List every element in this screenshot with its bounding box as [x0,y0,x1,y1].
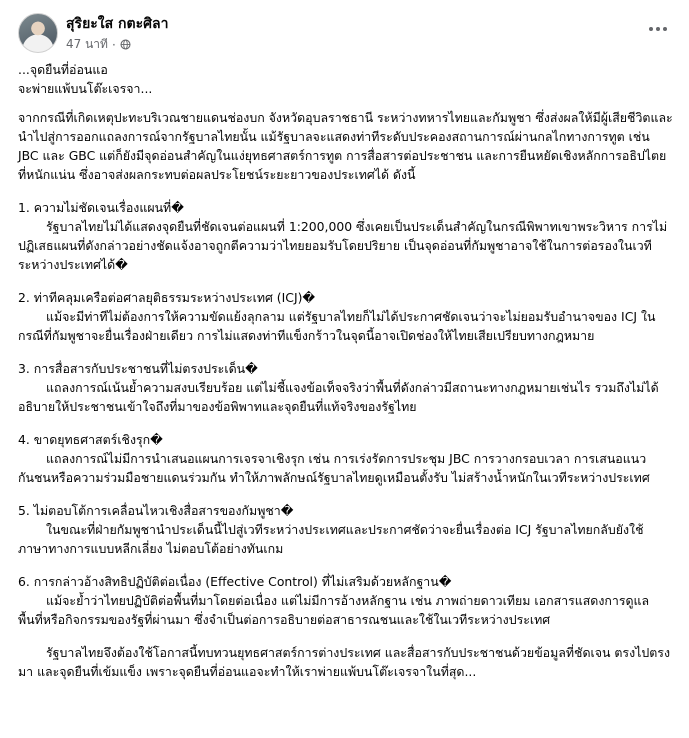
avatar[interactable] [18,13,58,53]
point-1-body: รัฐบาลไทยไม่ได้แสดงจุดยืนที่ชัดเจนต่อแผนที่ 1:200,000 ซึ่งเคยเป็นประเด็นสำคัญในกรณีพิพาทเขาพระวิหาร การไม่ปฏิเสธแผนที่ดังกล่าวอย่างชัดแจ้งอาจถูกตีความว่าไทยยอมรับโดยปริยาย เป็นจุดอ่อนที่กัมพูชาอาจใช้ในการต่อรองในเวทีระหว่างประเทศได้� [18,219,668,272]
post-header [18,13,678,57]
point-2-body: แม้จะมีท่าทีไม่ต้องการให้ความขัดแย้งลุกลาม แต่รัฐบาลไทยก็ไม่ได้ประกาศชัดเจนว่าจะไม่ยอมรับอำนาจของ ICJ ในกรณีที่กัมพูชาจะยื่นเรื่องฝ่ายเดียว การไม่แสดงท่าทีแข็งกร้าวในจุดนี้อาจเปิดช่องให้ไทยเสียเปรียบทางกฎหมาย [18,309,656,343]
paragraph-1: จากกรณีที่เกิดเหตุปะทะบริเวณชายแดนช่องบก จังหวัดอุบลราชธานี ระหว่างทหารไทยและกัมพูชา ซึ่งส่งผลให้มีผู้เสียชีวิตและนำไปสู่การออกแถลงการณ์จากรัฐบาลไทยนั้น แม้รัฐบาลจะแสดงท่าทีระดับประคองสถานการณ์ผ่านกลไกทางการทูต เช่น JBC และ GBC แต่ก็ยังมีจุดอ่อนสำคัญในแง่ยุทธศาสตร์การทูต การสื่อสารต่อประชาชน และการยืนหยัดเชิงหลักการอธิปไตยที่หนักแน่น ซึ่งอาจส่งผลกระทบต่อผลประโยชน์ระยะยาวของประเทศได้ ดังนี้ [18,110,673,182]
intro-line-2: จะพ่ายแพ้บนโต๊ะเจรจา... [18,81,153,96]
point-2-title: 2. ท่าทีคลุมเครือต่อศาลยุติธรรมระหว่างประเทศ (ICJ)� [18,290,316,305]
more-horizontal-icon [649,27,653,31]
post-meta [66,35,131,54]
more-dot [663,27,667,31]
globe-icon[interactable] [120,39,131,50]
point-3-title: 3. การสื่อสารกับประชาชนที่ไม่ตรงประเด็น� [18,361,258,376]
point-6-body: แม้จะย้ำว่าไทยปฏิบัติต่อพื้นที่มาโดยต่อเนื่อง แต่ไม่มีการอ้างหลักฐาน เช่น ภาพถ่ายดาวเทียม เอกสารแสดงการดูแลพื้นที่หรือกิจกรรมของรัฐที่ผ่านมา ซึ่งจำเป็นต่อการอธิบายต่อสาธารณชนและใช้ในเวทีระหว่างประเทศ [18,593,650,627]
more-options-button[interactable] [644,19,672,39]
point-3-body: แถลงการณ์เน้นย้ำความสงบเรียบร้อย แต่ไม่ชี้แจงข้อเท็จจริงว่าพื้นที่ดังกล่าวมีสถานะทางกฎหมายเช่นไร รวมถึงไม่ได้อธิบายให้ประชาชนเข้าใจถึงที่มาของข้อพิพาทและจุดยืนที่แท้จริงของรัฐไทย [18,380,659,414]
point-1-title: 1. ความไม่ชัดเจนเรื่องแผนที่� [18,200,184,215]
post-time[interactable]: 47 นาที [66,37,108,51]
point-5-title: 5. ไม่ตอบโต้การเคลื่อนไหวเชิงสื่อสารของกัมพูชา� [18,503,294,518]
post-content [18,60,673,681]
point-4-body: แถลงการณ์ไม่มีการนำเสนอแผนการเจรจาเชิงรุก เช่น การเร่งรัดการประชุม JBC การวางกรอบเวลา การเสนอแนวกันชนหรือความร่วมมือชายแดนร่วมกัน ทำให้ภาพลักษณ์รัฐบาลไทยดูเหมือนตั้งรับ ไม่สร้างน้ำหนักในเวทีระหว่างประเทศ [18,451,650,485]
more-dot [656,27,660,31]
point-6-title: 6. การกล่าวอ้างสิทธิปฏิบัติต่อเนื่อง (Effective Control) ที่ไม่เสริมด้วยหลักฐาน� [18,574,452,589]
meta-separator: · [111,37,116,52]
point-4-title: 4. ขาดยุทธศาสตร์เชิงรุก� [18,432,163,447]
conclusion: รัฐบาลไทยจึงต้องใช้โอกาสนี้ทบทวนยุทธศาสตร์การต่างประเทศ และสื่อสารกับประชาชนด้วยข้อมูลที่ชัดเจน ตรงไปตรงมา และจุดยืนที่เข้มแข็ง เพราะจุดยืนที่อ่อนแอจะทำให้เราพ่ายแพ้บนโต๊ะเจรจาในที่สุด... [18,645,670,679]
author-name[interactable]: สุริยะใส กตะศิลา [66,16,169,32]
point-5-body: ในขณะที่ฝ่ายกัมพูชานำประเด็นนี้ไปสู่เวทีระหว่างประเทศและประกาศชัดว่าจะยื่นเรื่องต่อ ICJ รัฐบาลไทยกลับยังใช้ภาษาทางการแบบหลีกเลี่ยง ไม่ตอบโต้อย่างทันเกม [18,522,644,556]
intro-line-1: ...จุดยืนที่อ่อนแอ [18,62,108,77]
